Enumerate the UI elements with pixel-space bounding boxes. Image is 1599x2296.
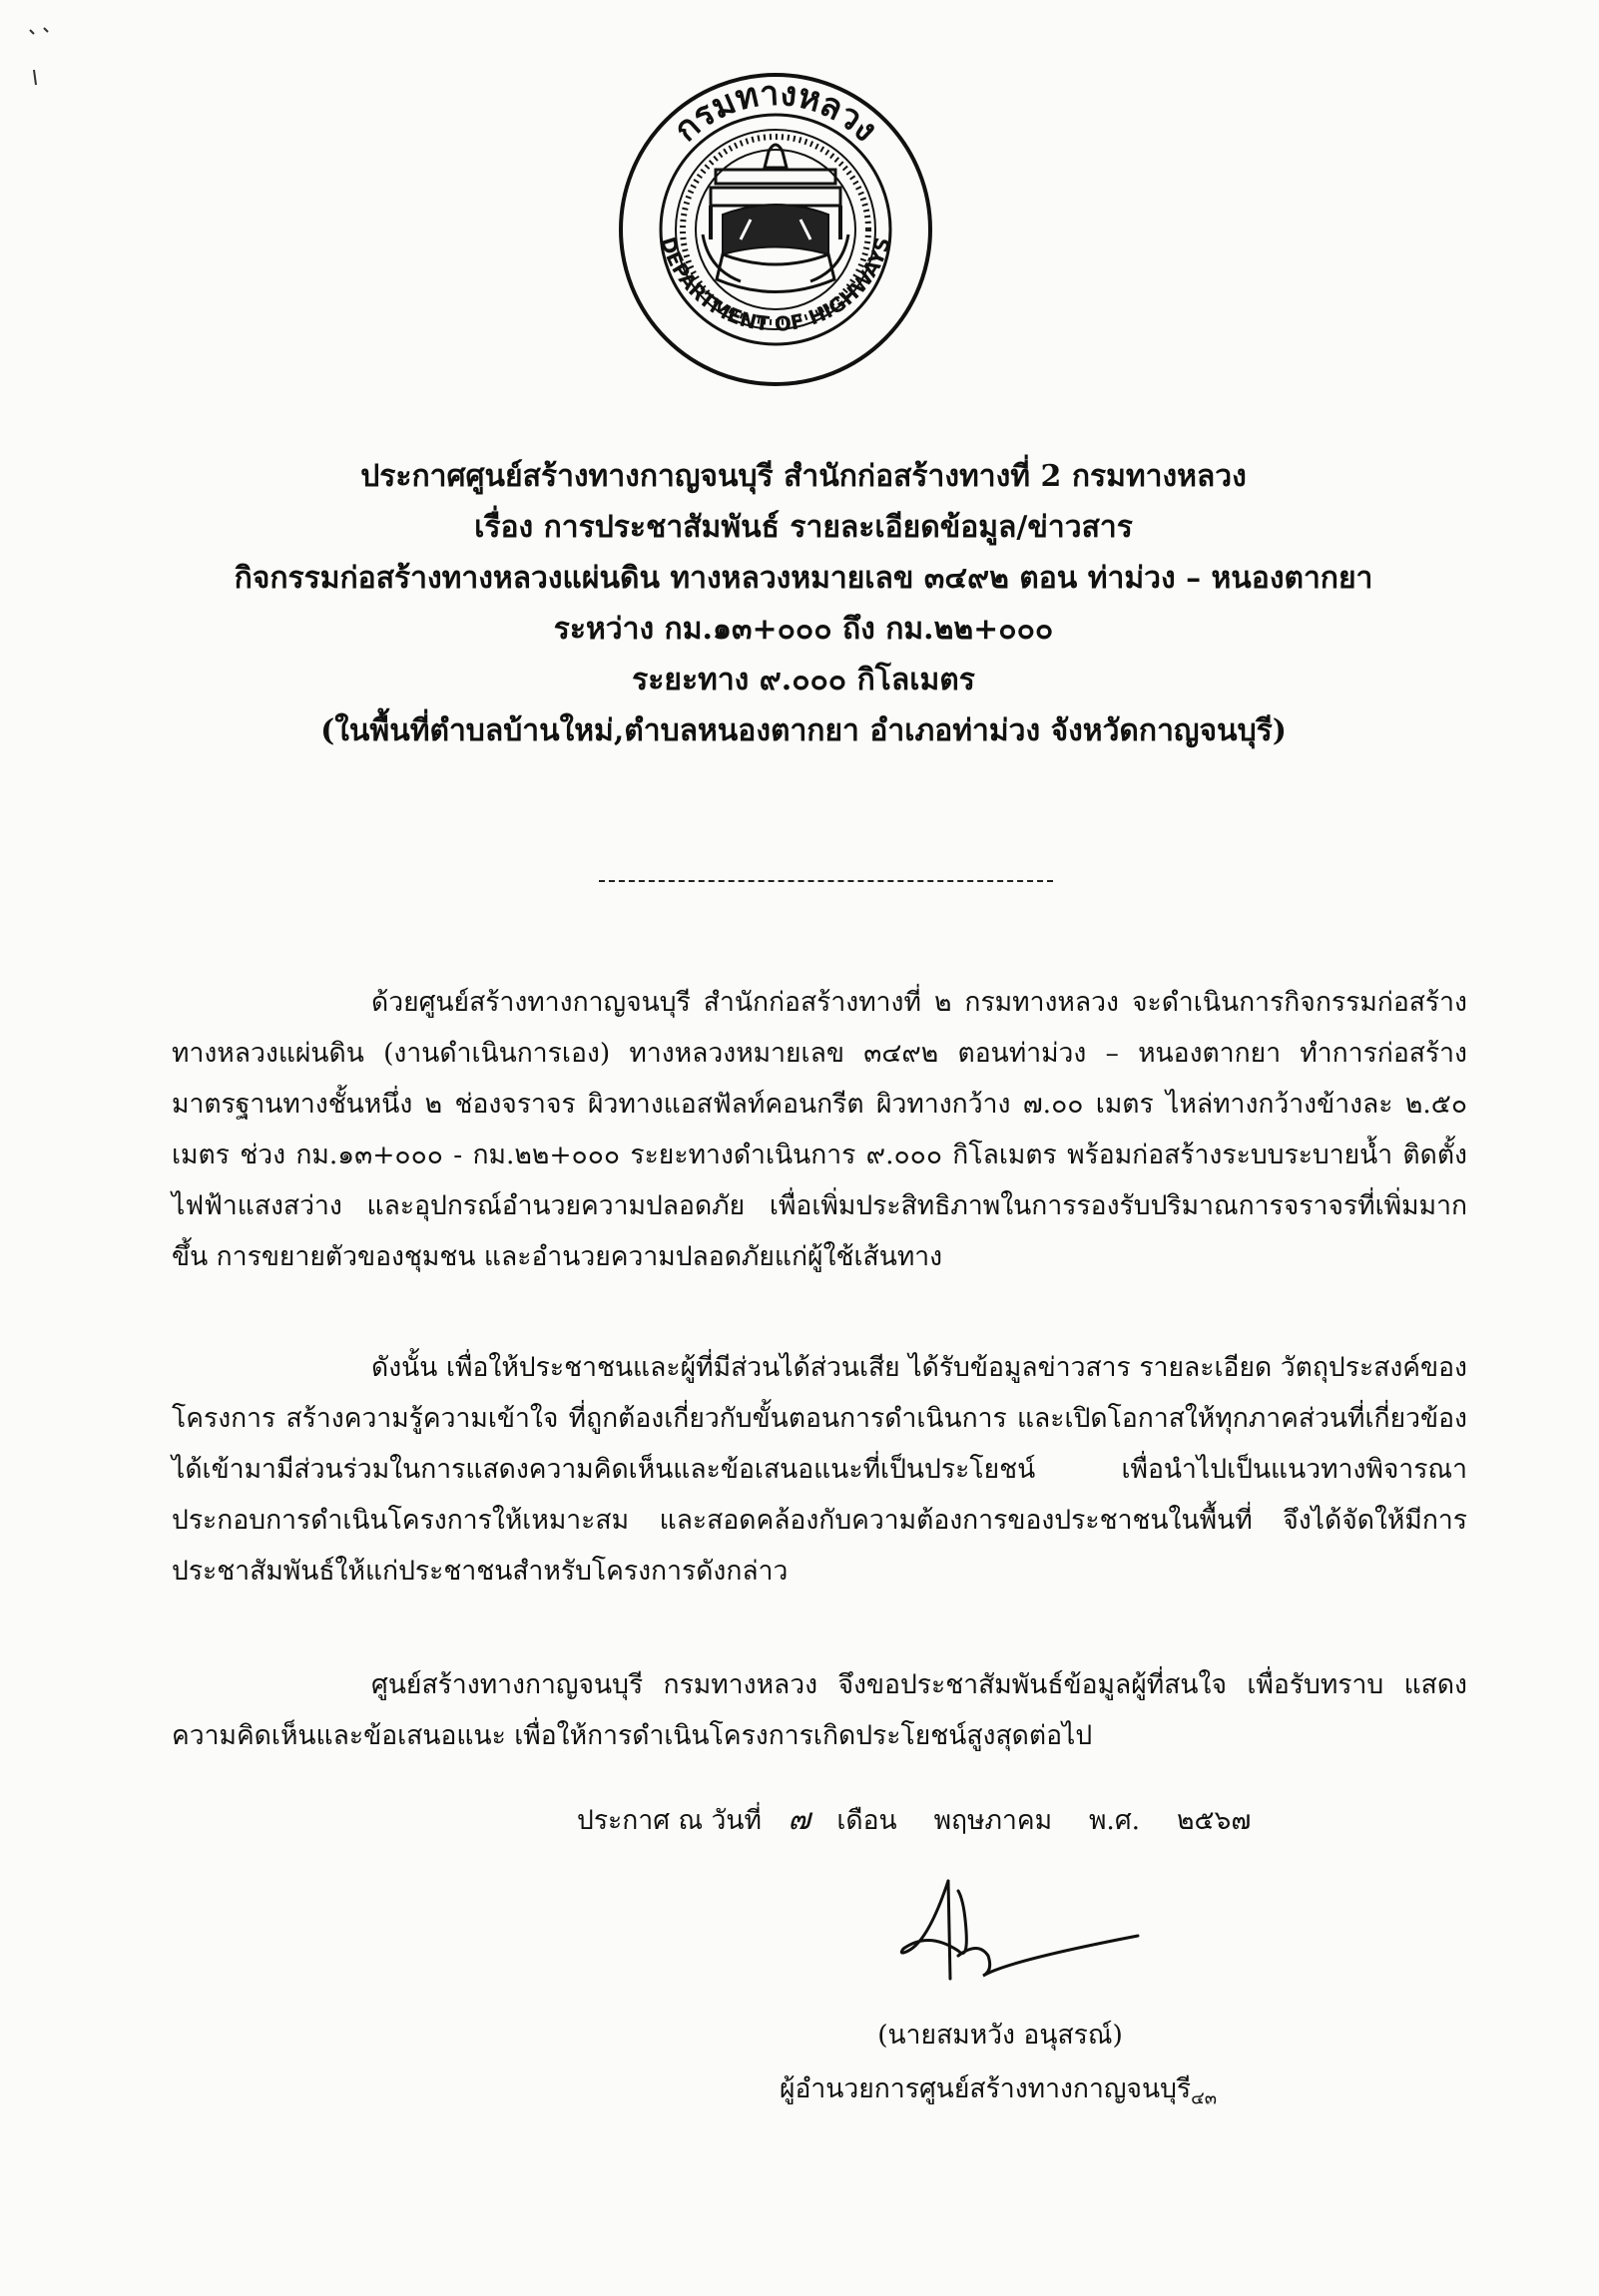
body-paragraph-3: ศูนย์สร้างทางกาญจนบุรี กรมทางหลวง จึงขอประชาสัมพันธ์ข้อมูลผู้ที่สนใจ เพื่อรับทราบ แสดงความคิดเห็นและข้อเสนอแนะ เพื่อให้การดำเนินโครงการเกิดประโยชน์สูงสุดต่อไป <box>172 1668 1467 1751</box>
seal-bottom-text: DEPARTMENT OF HIGHWAYS <box>655 233 895 336</box>
handwritten-signature <box>888 1861 1148 2001</box>
seal-top-text: กรมทางหลวง <box>666 73 885 151</box>
title-line-5: ระยะทาง ๙.๐๐๐ กิโลเมตร <box>632 663 975 697</box>
signer-initials: ๔๓ <box>1191 2087 1218 2109</box>
title-line-3: กิจกรรมก่อสร้างทางหลวงแผ่นดิน ทางหลวงหมายเลข ๓๔๙๒ ตอน ท่าม่วง – หนองตากยา <box>234 561 1373 596</box>
date-day: ๗ <box>788 1802 810 1837</box>
signer-title <box>719 2067 1278 2111</box>
title-line-1: ประกาศศูนย์สร้างทางกาญจนบุรี สำนักก่อสร้างทางที่ 2 กรมทางหลวง <box>360 459 1247 494</box>
date-month: พฤษภาคม <box>933 1805 1053 1836</box>
department-seal <box>611 40 940 409</box>
seal-emblem-icon <box>611 40 940 409</box>
body-paragraph-2: ดังนั้น เพื่อให้ประชาชนและผู้ที่มีส่วนได้ส่วนเสีย ได้รับข้อมูลข่าวสาร รายละเอียด วัตถุประสงค์ของโครงการ สร้างความรู้ความเข้าใจ ที่ถูกต้องเกี่ยวกับขั้นตอนการดำเนินการ และเปิดโอกาสให้ทุกภาคส่วนที่เกี่ยวข้องได้เข้ามามีส่วนร่วมในการแสดงความคิดเห็นและข้อเสนอแนะที่เป็นประโยชน์ เพื่อนำไปเป็นแนวทางพิจารณาประกอบการดำเนินโครงการให้เหมาะสม และสอดคล้องกับความต้องการของประชาชนในพื้นที่ จึงได้จัดให้มีการประชาสัมพันธ์ให้แก่ประชาชนสำหรับโครงการดังกล่าว <box>172 1351 1467 1587</box>
date-month-label: เดือน <box>836 1805 897 1836</box>
title-line-6: (ในพื้นที่ตำบลบ้านใหม่,ตำบลหนองตากยา อำเภอท่าม่วง จังหวัดกาญจนบุรี) <box>320 713 1287 748</box>
date-year-label: พ.ศ. <box>1088 1805 1141 1836</box>
date-prefix: ประกาศ ณ วันที่ <box>577 1805 762 1836</box>
announcement-date <box>577 1796 1251 1843</box>
pen-mark <box>20 25 70 105</box>
title-line-4: ระหว่าง กม.๑๓+๐๐๐ ถึง กม.๒๒+๐๐๐ <box>553 612 1054 647</box>
signer-title-text: ผู้อำนวยการศูนย์สร้างทางกาญจนบุรี <box>779 2073 1192 2104</box>
body-paragraph-1: ด้วยศูนย์สร้างทางกาญจนบุรี สำนักก่อสร้างทางที่ ๒ กรมทางหลวง จะดำเนินการกิจกรรมก่อสร้างทางหลวงแผ่นดิน (งานดำเนินการเอง) ทางหลวงหมายเลข ๓๔๙๒ ตอนท่าม่วง – หนองตากยา ทำการก่อสร้างมาตรฐานทางชั้นหนึ่ง ๒ ช่องจราจร ผิวทางแอสฟัลท์คอนกรีต ผิวทางกว้าง ๗.๐๐ เมตร ไหล่ทางกว้างข้างละ ๒.๕๐ เมตร ช่วง กม.๑๓+๐๐๐ - กม.๒๒+๐๐๐ ระยะทางดำเนินการ ๙.๐๐๐ กิโลเมตร พร้อมก่อสร้างระบบระบายน้ำ ติดตั้งไฟฟ้าแสงสว่าง และอุปกรณ์อำนวยความปลอดภัย เพื่อเพิ่มประสิทธิภาพในการรองรับปริมาณการจราจรที่เพิ่มมากขึ้น การขยายตัวของชุมชน และอำนวยความปลอดภัยแก่ผู้ใช้เส้นทาง <box>172 986 1467 1272</box>
announcement-title <box>120 451 1487 756</box>
svg-text:กรมทางหลวง <box>666 74 884 150</box>
dashed-separator <box>599 880 1053 882</box>
svg-text:DEPARTMENT OF HIGHWAYS <box>656 234 895 336</box>
signer-name: (นายสมหวัง อนุสรณ์) <box>877 2020 1123 2051</box>
date-year: ๒๕๖๗ <box>1176 1805 1252 1836</box>
title-line-2: เรื่อง การประชาสัมพันธ์ รายละเอียดข้อมูล/ข่าวสาร <box>474 510 1133 545</box>
